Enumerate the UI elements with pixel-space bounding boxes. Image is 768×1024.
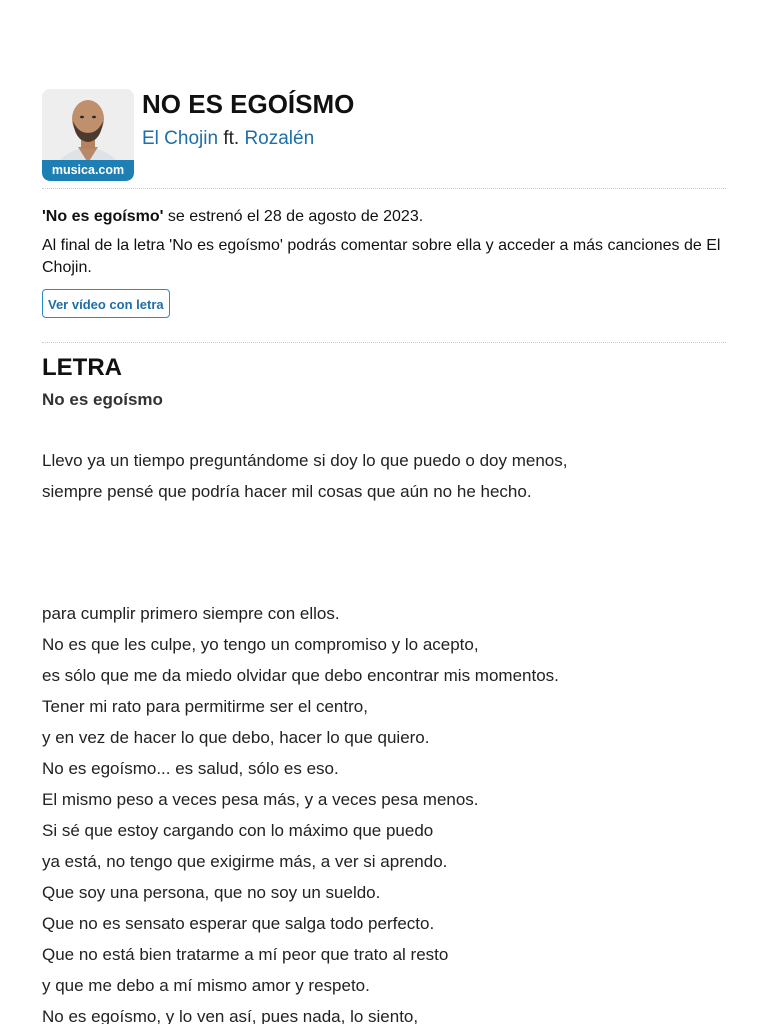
lyric-line: para cumplir primero siempre con ellos. [42, 606, 340, 623]
lyric-line: El mismo peso a veces pesa más, y a veces pesa menos. [42, 790, 479, 809]
lyric-line: es sólo que me da miedo olvidar que debo encontrar mis momentos. [42, 666, 559, 685]
lyric-line: Que no está bien tratarme a mí peor que trato al resto [42, 945, 449, 964]
lyric-line: No es egoísmo... es salud, sólo es eso. [42, 759, 339, 778]
artist-line [142, 127, 314, 151]
lyric-line: No es egoísmo, y lo ven así, pues nada, lo siento, [42, 1007, 419, 1024]
lyric-line: Tener mi rato para permitirme ser el centro, [42, 697, 368, 716]
lyrics-block-top [42, 445, 567, 507]
video-with-lyrics-button[interactable]: Ver vídeo con letra [42, 289, 170, 318]
lyric-line: Llevo ya un tiempo preguntándome si doy lo que puedo o doy menos, [42, 451, 568, 470]
divider-top [42, 188, 726, 189]
song-title: NO ES EGOÍSMO [142, 89, 355, 119]
artist-thumbnail[interactable] [42, 89, 134, 181]
song-header [42, 89, 726, 181]
comment-info: Al final de la letra 'No es egoísmo' podrás comentar sobre ella y acceder a más canciones de El Chojin. [42, 237, 721, 276]
lyric-line: y que me debo a mí mismo amor y respeto. [42, 976, 370, 995]
featured-artist-link[interactable]: Rozalén [244, 128, 315, 149]
feat-label: ft. [223, 128, 240, 149]
release-date-text: se estrenó el 28 de agosto de 2023. [163, 208, 424, 225]
lyric-line: Que soy una persona, que no soy un sueldo. [42, 883, 381, 902]
musica-badge: musica.com [42, 160, 134, 181]
lyric-line: No es que les culpe, yo tengo un compromiso y lo acepto, [42, 635, 479, 654]
lyric-line: ya está, no tengo que exigirme más, a ver si aprendo. [42, 852, 448, 871]
lyrics-heading: LETRA [42, 354, 122, 381]
artist-link[interactable]: El Chojin [142, 128, 219, 149]
lyric-line: Que no es sensato esperar que salga todo perfecto. [42, 914, 435, 933]
lyric-line: siempre pensé que podría hacer mil cosas que aún no he hecho. [42, 482, 532, 501]
release-song-name: 'No es egoísmo' [42, 208, 164, 225]
lyrics-scroll-area[interactable] [0, 606, 768, 1024]
divider-bottom [42, 342, 726, 343]
lyrics-block-bottom [42, 606, 559, 1024]
lyric-line: Si sé que estoy cargando con lo máximo que puedo [42, 821, 434, 840]
lyric-line: y en vez de hacer lo que debo, hacer lo que quiero. [42, 728, 430, 747]
lyrics-subtitle: No es egoísmo [42, 390, 163, 409]
release-info [42, 206, 726, 228]
song-info [42, 206, 726, 279]
